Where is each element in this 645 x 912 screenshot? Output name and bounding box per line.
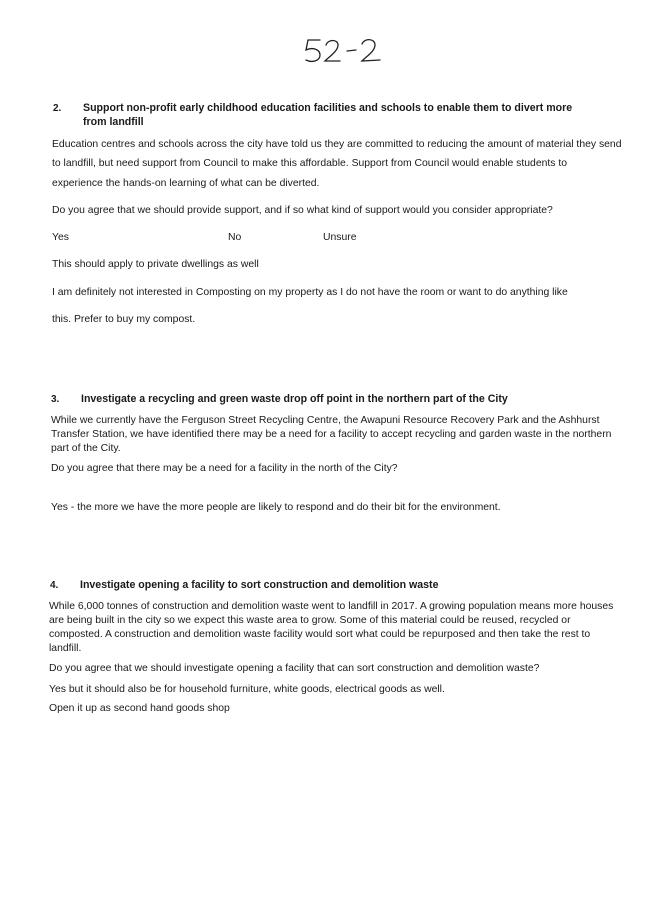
section-2-question: Do you agree that we should provide support, and if so what kind of support would you consider appropriate?: [52, 205, 553, 216]
section-4-title: Investigate opening a facility to sort construction and demolition waste: [80, 579, 439, 591]
section-3-number: 3.: [51, 394, 60, 405]
section-2-answer-line-3: this. Prefer to buy my compost.: [52, 314, 196, 325]
option-unsure: Unsure: [323, 232, 357, 243]
section-2-number: 2.: [53, 103, 62, 114]
section-2-paragraph-line-3: experience the hands-on learning of what can be diverted.: [52, 178, 320, 189]
section-4-paragraph-line-3: composted. A construction and demolition waste facility would sort what could be repurposed and then take the rest to: [49, 629, 591, 640]
section-4-number: 4.: [50, 580, 59, 591]
section-4-paragraph-line-1: While 6,000 tonnes of construction and demolition waste went to landfill in 2017. A growing population means more houses: [49, 601, 614, 612]
section-4-answer-line-2: Open it up as second hand goods shop: [49, 703, 230, 714]
handwritten-page-number: [298, 34, 398, 68]
section-3-title: Investigate a recycling and green waste drop off point in the northern part of the City: [81, 393, 508, 405]
section-4-paragraph-line-2: are being built in the city so we expect this waste area to grow. Some of this material could be reused, recycled or: [49, 615, 571, 626]
section-2-title-line-2: from landfill: [83, 116, 144, 128]
section-3-question: Do you agree that there may be a need for a facility in the north of the City?: [51, 463, 398, 474]
section-4-paragraph-line-4: landfill.: [49, 643, 82, 654]
section-4-answer-line-1: Yes but it should also be for household furniture, white goods, electrical goods as well.: [49, 684, 445, 695]
section-2-answer-line-2: I am definitely not interested in Composting on my property as I do not have the room or want to do anything like: [52, 287, 568, 298]
section-3-paragraph-line-1: While we currently have the Ferguson Street Recycling Centre, the Awapuni Resource Recovery Park and the Ashhurst: [51, 415, 600, 426]
section-2-title-line-1: Support non-profit early childhood education facilities and schools to enable them to divert more: [83, 102, 573, 114]
section-3-paragraph-line-3: part of the City.: [51, 443, 121, 454]
section-2-paragraph-line-1: Education centres and schools across the city have told us they are committed to reducing the amount of material they send: [52, 139, 622, 150]
section-3-paragraph-line-2: Transfer Station, we have identified there may be a need for a facility to accept recycling and garden waste in the northern: [51, 429, 612, 440]
section-3-answer: Yes - the more we have the more people are likely to respond and do their bit for the environment.: [51, 502, 501, 513]
option-yes: Yes: [52, 232, 69, 243]
section-4-question: Do you agree that we should investigate opening a facility that can sort construction and demolition waste?: [49, 663, 540, 674]
section-2-answer-line-1: This should apply to private dwellings as well: [52, 259, 259, 270]
section-2-paragraph-line-2: to landfill, but need support from Council to make this affordable. Support from Council would enable students to: [52, 158, 568, 169]
option-no: No: [228, 232, 242, 243]
